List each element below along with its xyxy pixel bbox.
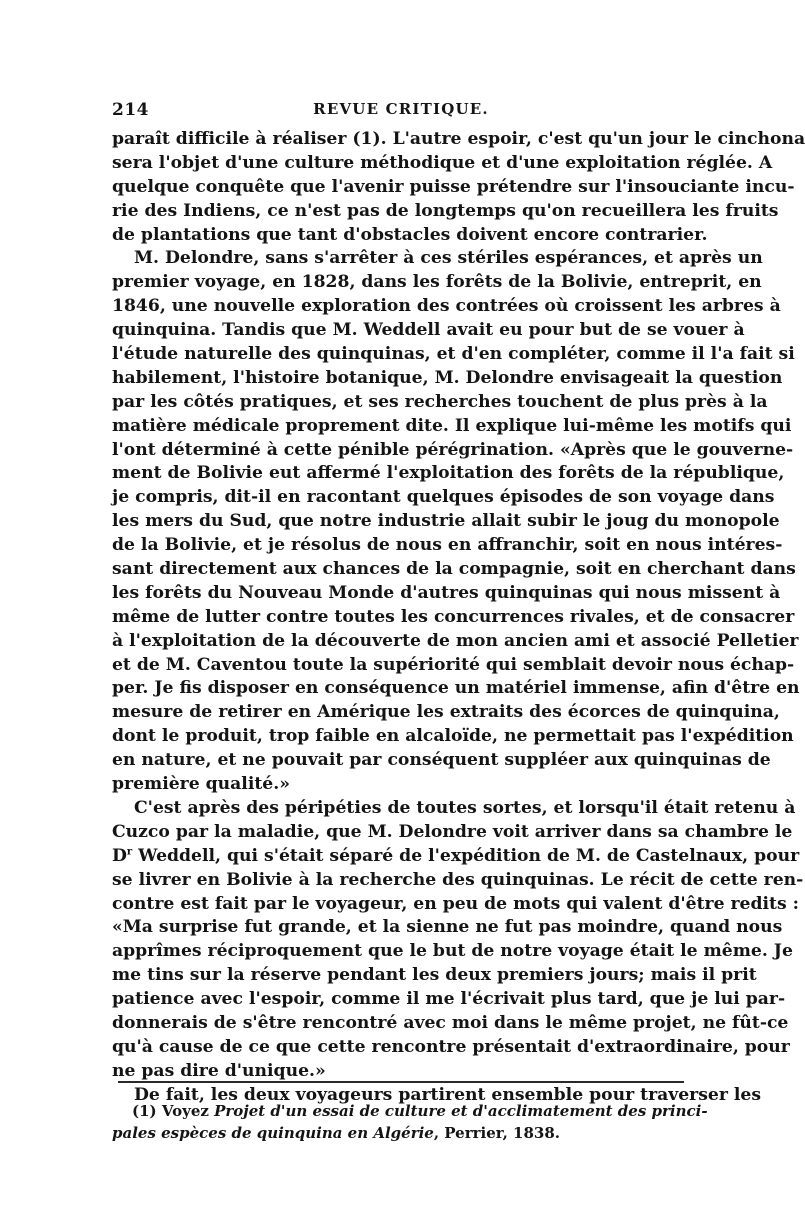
text-line: de plantations que tant d'obstacles doivent encore contrarier.: [112, 224, 708, 245]
footnote-title: pales espèces de quinquina en Algérie: [112, 1124, 434, 1142]
text-line: [112, 845, 800, 869]
footnote-rule: [118, 1081, 684, 1083]
text-line: habilement, l'histoire botanique, M. Delondre envisageait la question: [112, 367, 783, 388]
text-line: quinquina. Tandis que M. Weddell avait eu pour but de se vouer à: [112, 320, 745, 341]
running-title: REVUE CRITIQUE.: [313, 100, 489, 118]
text-line: les forêts du Nouveau Monde d'autres quinquinas qui nous missent à: [112, 582, 781, 603]
text-line: mesure de retirer en Amérique les extraits des écorces de quinquina,: [112, 702, 780, 723]
text-line: qu'à cause de ce que cette rencontre présentait d'extraordinaire, pour: [112, 1036, 790, 1057]
text-line: premier voyage, en 1828, dans les forêts de la Bolivie, entreprit, en: [112, 272, 762, 293]
text-line: les mers du Sud, que notre industrie allait subir le joug du monopole: [112, 511, 780, 532]
footnote-publisher: , Perrier, 1838.: [433, 1124, 560, 1142]
text-line: quelque conquête que l'avenir puisse prétendre sur l'insouciante incu-: [112, 176, 795, 197]
text-line: C'est après des péripéties de toutes sortes, et lorsqu'il était retenu à: [134, 797, 796, 818]
text-line: 1846, une nouvelle exploration des contrées où croissent les arbres à: [112, 296, 781, 317]
text-line: contre est fait par le voyageur, en peu de mots qui valent d'être redits :: [112, 893, 799, 914]
text-line: per. Je fis disposer en conséquence un matériel immense, afin d'être en: [112, 678, 800, 699]
doctor-sup: r: [126, 845, 133, 857]
text-line: Cuzco par la maladie, que M. Delondre voit arriver dans sa chambre le: [112, 821, 793, 842]
text-line: me tins sur la réserve pendant les deux premiers jours; mais il prit: [112, 965, 757, 986]
text-line: matière médicale proprement dite. Il explique lui-même les motifs qui: [112, 415, 792, 436]
text-line: donnerais de s'être rencontré avec moi dans le même projet, ne fût-ce: [112, 1012, 789, 1033]
text-line: l'ont déterminé à cette pénible pérégrination. «Après que le gouverne-: [112, 439, 794, 460]
text-line: «Ma surprise fut grande, et la sienne ne fut pas moindre, quand nous: [112, 917, 783, 938]
running-head: [112, 100, 690, 124]
text-line: se livrer en Bolivie à la recherche des quinquinas. Le récit de cette ren-: [112, 869, 804, 890]
text-line: apprîmes réciproquement que le but de notre voyage était le même. Je: [112, 941, 793, 962]
footnote-line: [112, 1100, 708, 1122]
text-line: ne pas dire d'unique.»: [112, 1060, 326, 1081]
text-line: De fait, les deux voyageurs partirent ensemble pour traverser les: [134, 1084, 762, 1105]
text-line: paraît difficile à réaliser (1). L'autre espoir, c'est qu'un jour le cinchona: [112, 129, 805, 149]
footnote: [112, 1100, 708, 1144]
text-line: rie des Indiens, ce n'est pas de longtemps qu'on recueillera les fruits: [112, 200, 779, 221]
text-line: sant directement aux chances de la compagnie, soit en cherchant dans: [112, 559, 796, 580]
text-line: première qualité.»: [112, 774, 290, 795]
text-line: à l'exploitation de la découverte de mon ancien ami et associé Pelletier: [112, 630, 799, 651]
text-line: ment de Bolivie eut affermé l'exploitation des forêts de la république,: [112, 463, 785, 484]
page-number: 214: [112, 100, 149, 120]
text-line-rest: Weddell, qui s'était séparé de l'expédition de M. de Castelnaux, pour: [138, 845, 800, 866]
text-line: dont le produit, trop faible en alcaloïde, ne permettait pas l'expédition: [112, 726, 794, 747]
text-line: et de M. Caventou toute la supériorité qui semblait devoir nous échap-: [112, 654, 795, 675]
text-line: en nature, et ne pouvait par conséquent suppléer aux quinquinas de: [112, 750, 771, 771]
doctor-abbrev: D: [112, 845, 127, 866]
body-text: [112, 128, 805, 1108]
text-line: même de lutter contre toutes les concurrences rivales, et de consacrer: [112, 606, 795, 627]
text-line: patience avec l'espoir, comme il me l'écrivait plus tard, que je lui par-: [112, 989, 786, 1010]
text-line: je compris, dit-il en racontant quelques épisodes de son voyage dans: [112, 487, 775, 508]
text-line: par les côtés pratiques, et ses recherches touchent de plus près à la: [112, 391, 768, 412]
footnote-marker: (1) Voyez: [132, 1102, 215, 1120]
text-line: de la Bolivie, et je résolus de nous en affranchir, soit en nous intéres-: [112, 535, 783, 556]
text-line: sera l'objet d'une culture méthodique et d'une exploitation réglée. A: [112, 152, 773, 173]
footnote-title: Projet d'un essai de culture et d'acclimatement des princi-: [214, 1102, 708, 1120]
text-line: l'étude naturelle des quinquinas, et d'en compléter, comme il l'a fait si: [112, 344, 795, 365]
text-line: M. Delondre, sans s'arrêter à ces stériles espérances, et après un: [134, 248, 763, 269]
footnote-line: [112, 1122, 690, 1144]
